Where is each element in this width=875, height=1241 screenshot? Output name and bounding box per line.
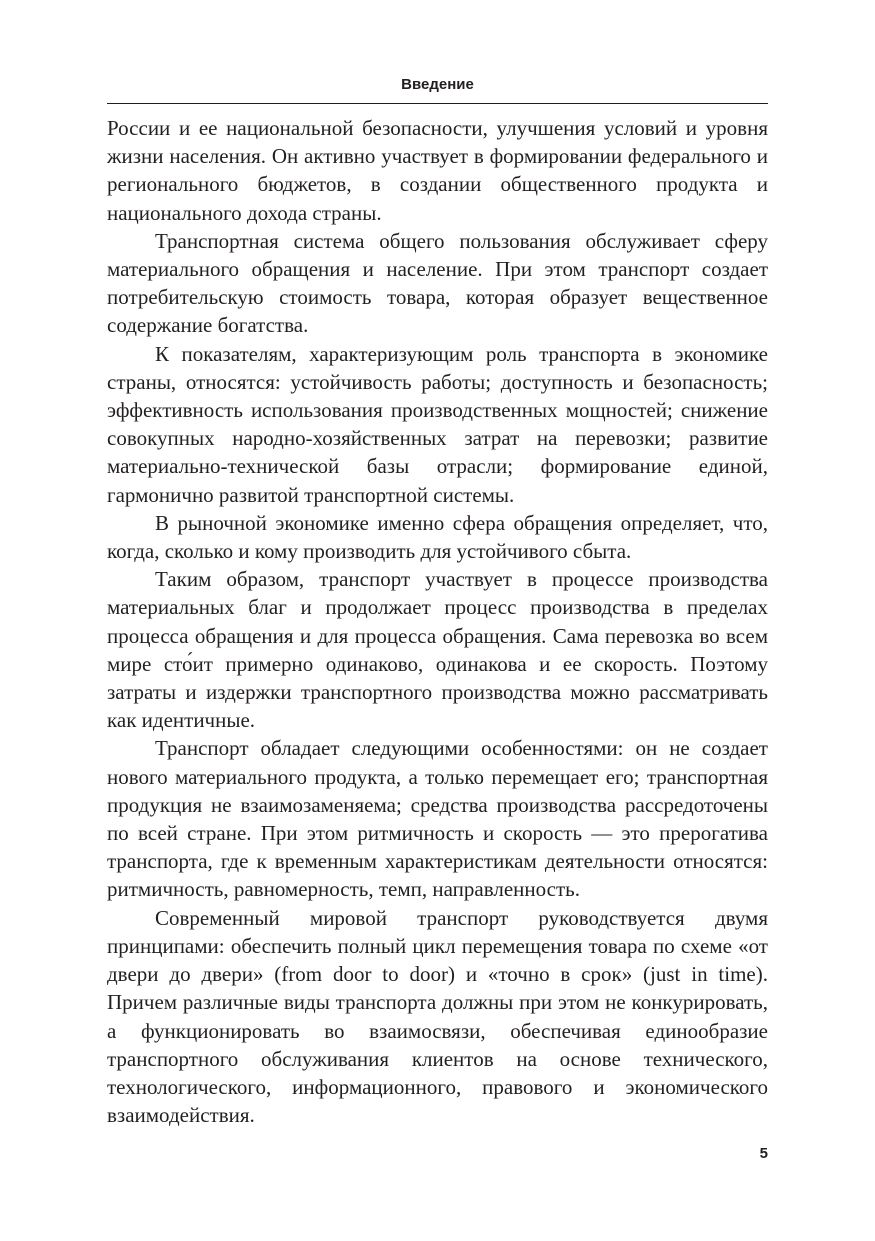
paragraph: Современный мировой транспорт руководствуется двумя принципами: обеспечить полный цикл перемещения товара по схеме «от двери до двери» (from door to door) и «точно в срок» (just in time). Причем различные виды транспорта должны при этом не конкурировать, а функционировать во взаимосвязи, обеспечивая единообразие транспортного обслуживания клиентов на основе технического, технологического, информационного, правового и экономического взаимодействия.	[107, 905, 768, 1128]
paragraph: Таким образом, транспорт участвует в процессе производства материальных благ и продолжает процесс производства в пределах процесса обращения и для процесса обращения. Сама перевозка во всем мире сто́ит примерно одинаково, одинакова и ее скорость. Поэтому затраты и издержки транспортного производства можно рассматривать как идентичные.	[107, 567, 768, 733]
paragraph: Транспорт обладает следующими особенностями: он не создает нового материального продукта, а только перемещает его; транспортная продукция не взаимозаменяема; средства производства рассредоточены по всей стране. При этом ритмичность и скорость — это прерогатива транспорта, где к временным характеристикам деятельности относятся: ритмичность, равномерность, темп, направленность.	[107, 736, 768, 902]
header-divider	[107, 103, 768, 104]
page-number: 5	[759, 1145, 768, 1162]
paragraph: Транспортная система общего пользования обслуживает сферу материального обращения и население. При этом транспорт создает потребительскую стоимость товара, которая образует вещественное содержание богатства.	[107, 228, 768, 338]
paragraph: В рыночной экономике именно сфера обращения определяет, что, когда, сколько и кому производить для устойчивого сбыта.	[107, 510, 768, 564]
running-header: Введение	[401, 76, 474, 93]
paragraph: России и ее национальной безопасности, улучшения условий и уровня жизни населения. Он активно участвует в формировании федерального и регионального бюджетов, в создании общественного продукта и национального дохода страны.	[107, 116, 768, 225]
paragraph: К показателям, характеризующим роль транспорта в экономике страны, относятся: устойчивость работы; доступность и безопасность; эффективность использования производственных мощностей; снижение совокупных народно-хозяйственных затрат на перевозки; развитие материально-технической базы отрасли; формирование единой, гармонично развитой транспортной системы.	[107, 341, 768, 507]
body-text	[107, 114, 768, 1129]
